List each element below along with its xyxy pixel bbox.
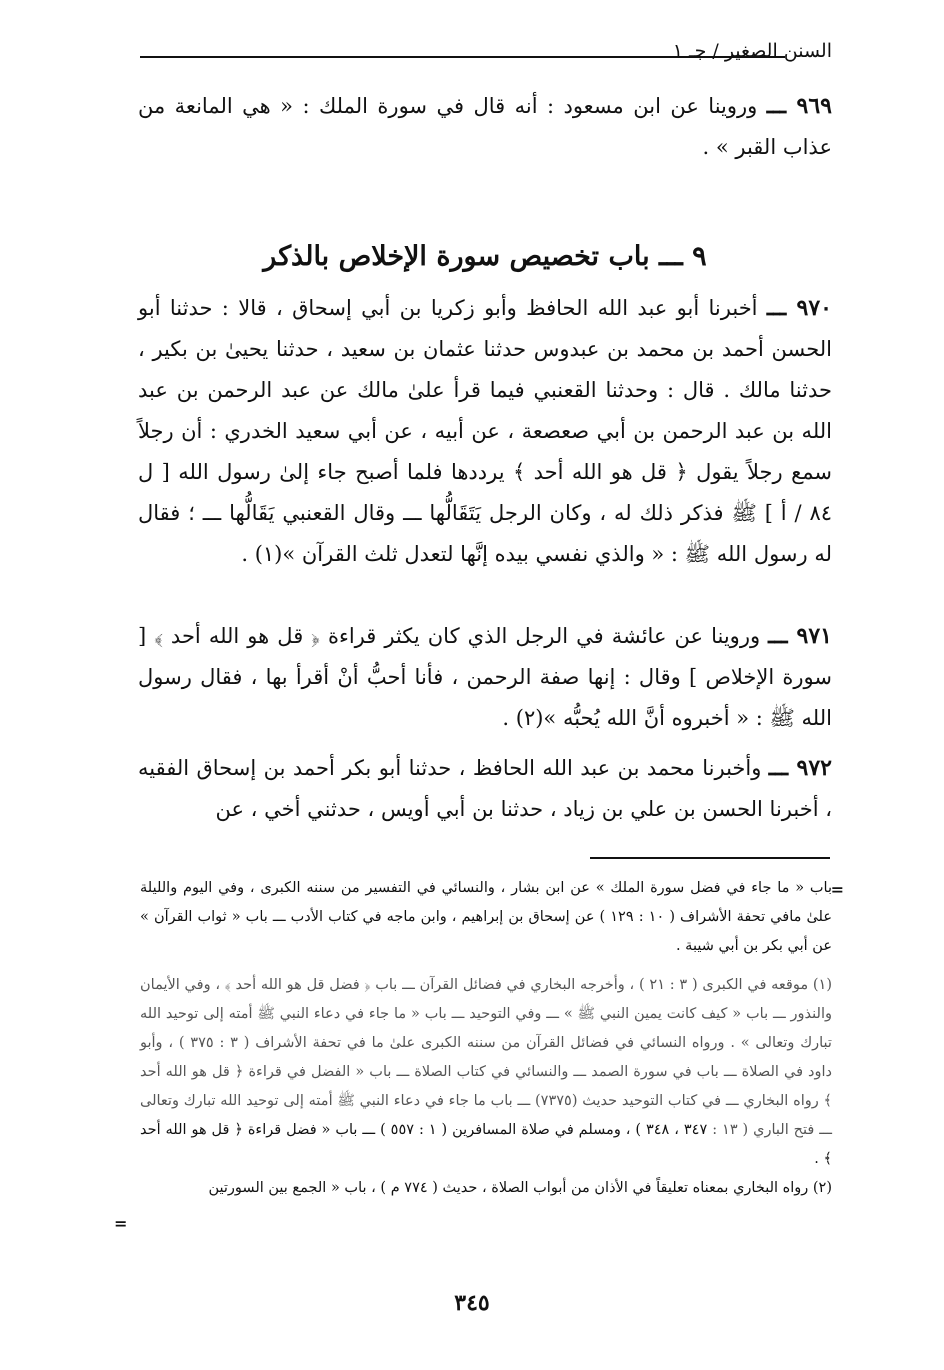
footnote-rule — [590, 857, 830, 859]
hadith-number: ٩٧٢ ـــ — [768, 755, 832, 781]
hadith-972 — [138, 748, 832, 830]
hadith-970 — [138, 288, 832, 575]
hadith-text: أخبرنا أبو عبد الله الحافظ وأبو زكريا بن أبي إسحاق ، قالا : حدثنا أبو الحسن أحمد بن محمد بن عبدوس حدثنا عثمان بن سعيد ، حدثنا يحيىٰ بن بكير ، حدثنا مالك . قال : وحدثنا القعنبي فيما قرأ علىٰ مالك عن عبد الرحمن بن عبد الله بن عبد الرحمن بن أبي صعصعة ، عن أبيه ، عن أبي سعيد الخدري : أن رجلاً سمع رجلاً يقول ﴿ قل هو الله أحد ﴾ يرددها فلما أصبح جاء إلىٰ رسول الله [ ل ٨٤ / أ ] ﷺ فذكر ذلك له ، وكان الرجل يَتَقَالُّها ـــ وقال القعنبي يَقَالُّها ـــ ؛ فقال له رسول الله ﷺ : « والذي نفسي بيده إنَّها لتعدل ثلث القرآن »(١) . — [138, 296, 832, 566]
chapter-heading: ٩ ـــ باب تخصيص سورة الإخلاص بالذكر — [263, 241, 707, 272]
hadith-969 — [138, 86, 832, 168]
page-number: ٣٤٥ — [454, 1290, 490, 1316]
running-header: السنن الصغير / جـ ١ — [672, 40, 832, 62]
continuation-mark: = — [830, 880, 844, 899]
footnote-continuation: باب « ما جاء في فضل سورة الملك » عن ابن بشار ، والنسائي في التفسير من سننه الكبرى ، وفي اليوم والليلة علىٰ مافي تحفة الأشراف ( ١٠ : ١٢٩ ) عن إسحاق بن إبراهيم ، وابن ماجه في كتاب الأدب ـــ باب « ثواب القرآن » عن أبي بكر بن أبي شيبة . — [140, 880, 832, 954]
footnote-1-end: ٣٤٧ ، ٣٤٨ ) ، ومسلم في صلاة المسافرين ( ١ : ٥٥٧ ) ـــ باب « فضل قراءة ﴿ قل هو الله أحد ﴾ . — [140, 1122, 832, 1167]
hadith-text: وروينا عن عائشة في الرجل الذي كان يكثر قراءة ﴿ قل هو الله أحد ﴾ [ سورة الإخلاص ] وقال : إنها صفة الرحمن ، فأنا أحبُّ أنْ أقرأ بها ، فقال رسول الله ﷺ : « أخبروه أنَّ الله يُحبُّه »(٢) . — [138, 624, 832, 730]
footnotes — [140, 874, 832, 1203]
footnote-1 — [140, 971, 832, 1174]
hadith-number: ٩٧٠ ـــ — [766, 295, 832, 321]
continuation-mark-end: = — [114, 1214, 128, 1233]
hadith-number: ٩٦٩ ـــ — [766, 93, 832, 119]
footnote-2: (٢) رواه البخاري بمعناه تعليقاً في الأذان من أبواب الصلاة ، حديث ( ٧٧٤ م ) ، باب « الجمع بين السورتين — [208, 1180, 832, 1196]
hadith-text: وأخبرنا محمد بن عبد الله الحافظ ، حدثنا أبو بكر أحمد بن إسحاق الفقيه ، أخبرنا الحسن بن علي بن زياد ، حدثنا بن أبي أويس ، حدثني أخي ، عن — [138, 756, 832, 821]
footnote-1-text: (١) موقعه في الكبرى ( ٣ : ٢١ ) ، وأخرجه البخاري في فضائل القرآن ـــ باب ﴿ فضل قل هو الله أحد ﴾ ، وفي الأيمان والنذور ـــ باب « كيف كانت يمين النبي ﷺ » ـــ وفي التوحيد ـــ باب « ما جاء في دعاء النبي ﷺ أمته إلى توحيد الله تبارك وتعالى » . ورواه النسائي في فضائل القرآن من سننه الكبرى علىٰ ما في تحفة الأشراف ( ٣ : ٣٧٥ ) ، وأبو داود في الصلاة ـــ باب في سورة الصمد ـــ والنسائي في كتاب الصلاة ـــ باب « الفضل في قراءة ﴿ قل هو الله أحد ﴾ رواه البخاري ـــ في كتاب التوحيد حديث (٧٣٧٥) ـــ باب ما جاء في دعاء النبي ﷺ أمته إلى توحيد الله تبارك وتعالى ـــ فتح الباري ( ١٣ : — [140, 977, 833, 1138]
hadith-text: وروينا عن ابن مسعود : أنه قال في سورة الملك : « هي المانعة من عذاب القبر » . — [138, 94, 832, 159]
header-rule — [140, 56, 785, 58]
hadith-number: ٩٧١ ـــ — [768, 623, 832, 649]
hadith-971 — [138, 616, 832, 739]
